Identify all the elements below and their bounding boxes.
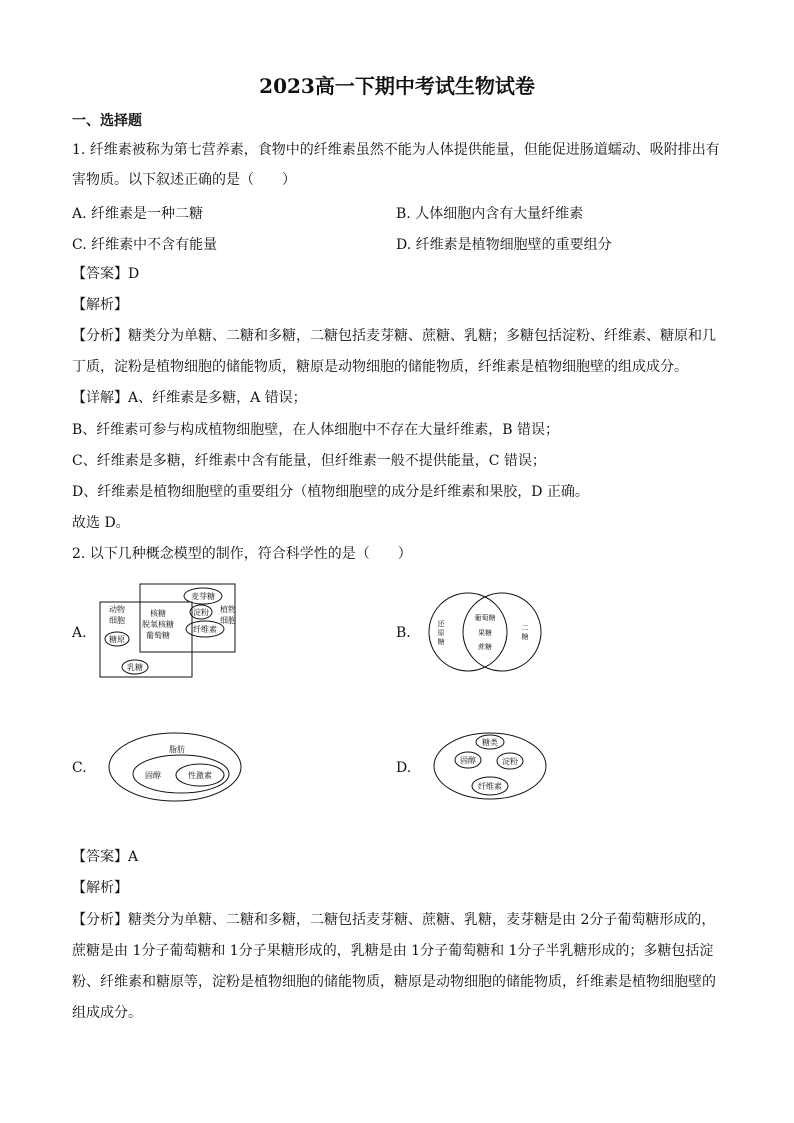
q2-label-a: A. [72,625,87,641]
diagram-a-plant-1: 植物 [220,605,236,614]
diagram-c-outer-ellipse [109,733,241,801]
q1-stem-line1: 1. 纤维素被称为第七营养素，食物中的纤维素虽然不能为人体提供能量，但能促进肠道蠕动、吸附排出有 [72,142,720,158]
diagram-d-left-label: 固醇 [460,756,476,765]
q2-stem: 2. 以下几种概念模型的制作，符合科学性的是（ ） [72,546,412,562]
q2-analysis-line4: 组成成分。 [72,1005,142,1021]
diagram-a-center-2: 脱氧核糖 [142,620,174,629]
diagram-b-right-circle [463,593,541,671]
diagram-a-dianfen: 淀粉 [193,608,209,617]
diagram-a [95,580,245,682]
diagram-a-center-1: 核糖 [150,609,166,618]
diagram-b-center-1: 葡萄糖 [474,614,496,622]
diagram-a-animal-1: 动物 [109,605,125,614]
q1-answer: 【答案】D [72,266,140,282]
diagram-a-maiya: 麦芽糖 [191,592,215,601]
q2-analysis-line3: 粉、纤维素和糖原等，淀粉是植物细胞的储能物质，糖原是动物细胞的储能物质，纤维素是植物细胞壁的 [72,974,716,990]
q2-label-b: B. [396,625,411,641]
q2-analysis-heading: 【解析】 [72,880,128,896]
q1-analysis-heading: 【解析】 [72,297,128,313]
diagram-d [430,730,550,802]
q1-detail-line4: D、纤维素是植物细胞壁的重要组分（植物细胞壁的成分是纤维素和果胶，D 正确。 [72,484,589,500]
diagram-b [425,590,545,675]
diagram-c [105,730,247,805]
section-heading: 一、选择题 [72,113,142,129]
diagram-b-left-2: 原 [437,629,445,637]
diagram-c-outer-label: 脂肪 [169,745,185,754]
q1-detail-line2: B、纤维素可参与构成植物细胞壁，在人体细胞中不存在大量纤维素，B 错误； [72,422,560,438]
diagram-d-right-label: 淀粉 [502,757,518,766]
diagram-b-center-3: 蔗糖 [478,643,492,651]
diagram-a-rutang: 乳糖 [127,663,143,672]
q2-label-d: D. [396,760,412,776]
q1-option-d: D. 纤维素是植物细胞壁的重要组分 [396,237,612,253]
diagram-d-top-label: 糖类 [482,738,498,747]
diagram-a-plant-2: 细胞 [220,616,236,625]
diagram-a-animal-2: 细胞 [109,616,125,625]
diagram-a-tangyuan: 糖原 [109,635,125,644]
q2-analysis-line1: 【分析】糖类分为单糖、二糖和多糖，二糖包括麦芽糖、蔗糖、乳糖，麦芽糖是由 2分子葡萄糖形成的， [72,912,716,928]
diagram-a-xianwei: 纤维素 [193,625,217,634]
page-title: 2023高一下期中考试生物试卷 [259,74,535,98]
q1-analysis-line2: 丁质，淀粉是植物细胞的储能物质，糖原是动物细胞的储能物质，纤维素是植物细胞壁的组成成分。 [72,359,688,375]
diagram-b-left-3: 糖 [437,638,445,646]
diagram-b-right-2: 糖 [521,633,529,641]
q1-detail-line3: C、纤维素是多糖，纤维素中含有能量，但纤维素一般不提供能量，C 错误； [72,453,546,469]
q1-option-a: A. 纤维素是一种二糖 [72,206,204,222]
q2-answer: 【答案】A [72,849,139,865]
q1-option-b: B. 人体细胞内含有大量纤维素 [396,206,584,222]
diagram-b-left-1: 还 [437,620,445,628]
q1-detail-line1: 【详解】A、纤维素是多糖，A 错误； [72,390,307,406]
q1-option-c: C. 纤维素中不含有能量 [72,237,218,253]
diagram-a-center-3: 葡萄糖 [146,631,170,640]
diagram-b-center-2: 果糖 [478,629,492,637]
q2-analysis-line2: 蔗糖是由 1分子葡萄糖和 1分子果糖形成的，乳糖是由 1分子葡萄糖和 1分子半乳糖形成的；多糖包括淀 [72,943,714,959]
q1-stem-line2: 害物质。以下叙述正确的是（ ） [72,172,296,188]
diagram-b-right-1: 二 [521,624,529,632]
diagram-c-inner-label: 性激素 [188,771,212,780]
q2-label-c: C. [72,760,87,776]
q1-conclusion: 故选 D。 [72,515,130,531]
diagram-c-mid-label: 固醇 [145,771,161,780]
q1-analysis-line1: 【分析】糖类分为单糖、二糖和多糖，二糖包括麦芽糖、蔗糖、乳糖；多糖包括淀粉、纤维素、糖原和几 [72,328,716,344]
diagram-d-bottom-label: 纤维素 [478,782,502,791]
